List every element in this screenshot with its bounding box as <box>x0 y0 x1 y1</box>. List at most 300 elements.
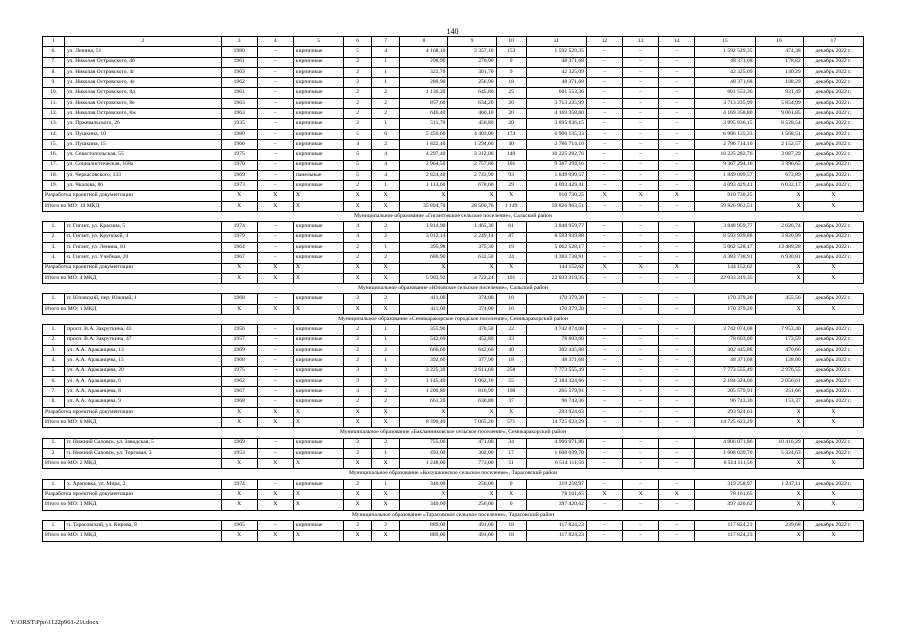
table-cell: 3 742 074,08 <box>695 325 755 335</box>
table-cell: 1 <box>372 67 400 77</box>
column-number: 15 <box>695 37 755 47</box>
table-cell: 48 371,68 <box>695 57 755 67</box>
table-cell: 78 603,60 <box>695 335 755 345</box>
table-cell: – <box>623 109 659 119</box>
table-cell: 397 420,62 <box>526 500 586 510</box>
table-cell: – <box>257 479 293 489</box>
table-cell: X <box>755 407 803 417</box>
table-cell: – <box>623 47 659 57</box>
table-cell: – <box>659 479 695 489</box>
table-cell: 2 757,80 <box>448 160 496 170</box>
table-cell: ул. А.А. Араканцева, 13 <box>65 345 222 355</box>
table-cell: – <box>659 459 695 469</box>
table-cell: 256,90 <box>448 78 496 88</box>
table-row <box>43 150 864 160</box>
table-cell: 773,00 <box>448 459 496 469</box>
table-cell: – <box>623 222 659 232</box>
table-cell: – <box>586 201 622 211</box>
table-cell: 22 033 319,35 <box>526 273 586 283</box>
table-cell: X <box>586 191 622 201</box>
table-cell: X <box>372 407 400 417</box>
column-number: 13 <box>623 37 659 47</box>
table-cell: 470,66 <box>755 345 803 355</box>
table-cell: – <box>623 294 659 304</box>
table-cell: 392,60 <box>400 356 448 366</box>
table-cell: – <box>623 139 659 149</box>
table-cell: декабрь 2022 г. <box>803 242 863 252</box>
table-cell: 5. <box>43 366 65 376</box>
table-cell: X <box>623 191 659 201</box>
table-cell: 78 161,65 <box>526 490 586 500</box>
table-cell: – <box>659 520 695 530</box>
table-cell: 1 <box>372 325 400 335</box>
table-cell: 1 592 529,35 <box>695 47 755 57</box>
table-cell: декабрь 2022 г. <box>803 181 863 191</box>
table-cell: 1967 <box>221 387 257 397</box>
table-cell: – <box>586 366 622 376</box>
table-cell: – <box>623 67 659 77</box>
table-cell: – <box>257 294 293 304</box>
table-cell: – <box>659 232 695 242</box>
table-cell: 17 <box>496 448 526 458</box>
table-cell: X <box>221 531 257 541</box>
table-cell: 601 553,36 <box>526 88 586 98</box>
table-cell: – <box>659 222 695 232</box>
table-cell: 5 903,92 <box>400 273 448 283</box>
table-cell: X <box>293 273 343 283</box>
table-cell: X <box>586 263 622 273</box>
table-cell: X <box>221 500 257 510</box>
table-cell: – <box>586 356 622 366</box>
table-cell: 470,50 <box>448 325 496 335</box>
table-cell: 96 743,36 <box>695 397 755 407</box>
table-cell: 4 <box>372 160 400 170</box>
table-cell: 1 <box>372 78 400 88</box>
table-cell: 7. <box>43 387 65 397</box>
column-number: 11 <box>526 37 586 47</box>
summary-label: Разработка проектной документации <box>43 263 222 273</box>
table-cell: – <box>586 253 622 263</box>
table-cell: п. Юловский, пер. Южный, 1 <box>65 294 222 304</box>
table-cell: 10 416,29 <box>755 438 803 448</box>
table-cell: 1957 <box>221 335 257 345</box>
table-cell: 931,49 <box>755 88 803 98</box>
table-cell: ул. Пушкина, 10 <box>65 129 222 139</box>
column-number: 14 <box>659 37 695 47</box>
table-cell: 11. <box>43 98 65 108</box>
table-cell: ул. Пушкина, 15 <box>65 139 222 149</box>
table-cell: 51 <box>496 459 526 469</box>
table-cell: 2 <box>372 253 400 263</box>
table-cell: – <box>257 109 293 119</box>
table-cell: X <box>659 263 695 273</box>
table-cell: – <box>257 222 293 232</box>
table-cell: 6 906 135,33 <box>695 129 755 139</box>
table-cell: 4 <box>344 232 372 242</box>
table-cell: 3 <box>344 366 372 376</box>
table-cell: – <box>257 448 293 458</box>
table-cell: 153,37 <box>755 397 803 407</box>
table-cell: 4 169 358,80 <box>526 109 586 119</box>
table-cell: – <box>586 294 622 304</box>
table-cell: 1 <box>372 181 400 191</box>
table-cell: – <box>586 438 622 448</box>
table-cell: 117 824,23 <box>526 531 586 541</box>
table-row <box>43 170 864 180</box>
table-cell: 395,98 <box>400 242 448 252</box>
table-cell: 140 <box>496 150 526 160</box>
table-cell: 601 553,36 <box>695 88 755 98</box>
table-cell: 542,60 <box>400 335 448 345</box>
table-cell: 101 <box>496 160 526 170</box>
table-cell: 666,60 <box>400 345 448 355</box>
table-cell: 4 383 738,91 <box>695 253 755 263</box>
table-cell: – <box>659 181 695 191</box>
table-cell: 7 773 555,49 <box>695 366 755 376</box>
table-cell: 205 579,91 <box>526 387 586 397</box>
table-cell: 2 184 324,66 <box>526 376 586 386</box>
table-row <box>43 325 864 335</box>
table-cell: X <box>293 500 343 510</box>
table-cell: 3 357,10 <box>448 47 496 57</box>
table-cell: – <box>623 459 659 469</box>
column-number: 8 <box>400 37 448 47</box>
table-cell: 29 <box>496 181 526 191</box>
table-cell: 9 <box>496 57 526 67</box>
table-cell: 1 608 039,70 <box>695 448 755 458</box>
table-cell: 889,00 <box>400 520 448 530</box>
table-row <box>43 520 864 530</box>
table-cell: 456,80 <box>448 119 496 129</box>
table-cell: кирпичные <box>293 387 343 397</box>
table-cell: 174 <box>496 129 526 139</box>
table-cell: п. Гигант, ул. Учебная, 20 <box>65 253 222 263</box>
table-row <box>43 479 864 489</box>
table-cell: 1. <box>43 325 65 335</box>
page-number: 140 <box>446 27 459 36</box>
table-cell: 1 <box>372 335 400 345</box>
table-cell: 1 608 039,70 <box>526 448 586 458</box>
table-cell: – <box>257 376 293 386</box>
table-cell: 8 390,40 <box>400 417 448 427</box>
table-cell: X <box>496 407 526 417</box>
table-cell: X <box>586 490 622 500</box>
table-cell: X <box>344 417 372 427</box>
table-cell: 239,68 <box>755 520 803 530</box>
table-cell: – <box>257 232 293 242</box>
table-cell: кирпичные <box>293 150 343 160</box>
table-cell: – <box>659 67 695 77</box>
summary-label: Итого по МО: 1 МКД <box>43 500 222 510</box>
section-title: Муниципальное образование «Семикаракорское городское поселение», Семикаракорский район <box>43 315 864 325</box>
summary-row <box>43 201 864 211</box>
table-cell: 20 <box>496 109 526 119</box>
table-cell: кирпичные <box>293 109 343 119</box>
table-cell: X <box>496 263 526 273</box>
table-cell: 1980 <box>221 47 257 57</box>
table-cell: 18 <box>496 520 526 530</box>
table-cell: X <box>372 417 400 427</box>
table-cell: – <box>586 242 622 252</box>
table-cell: 170 379,20 <box>695 294 755 304</box>
summary-row <box>43 407 864 417</box>
table-cell: X <box>293 531 343 541</box>
table-cell: декабрь 2022 г. <box>803 129 863 139</box>
table-cell: – <box>659 448 695 458</box>
column-number: 7 <box>372 37 400 47</box>
table-cell: 1935 <box>221 119 257 129</box>
table-cell: 411,00 <box>400 294 448 304</box>
table-cell: 6 <box>372 129 400 139</box>
table-cell: 188,29 <box>755 78 803 88</box>
table-cell: ул. Николая Островского, 8д <box>65 88 222 98</box>
table-cell: X <box>257 459 293 469</box>
table-cell: – <box>623 500 659 510</box>
table-cell: 16 <box>496 304 526 314</box>
table-cell: 2 <box>372 139 400 149</box>
table-cell: X <box>221 459 257 469</box>
table-cell: кирпичные <box>293 129 343 139</box>
table-cell: 1 822,40 <box>400 139 448 149</box>
table-cell: 128,00 <box>755 356 803 366</box>
table-cell: X <box>221 417 257 427</box>
table-cell: 153 <box>496 47 526 57</box>
table-cell: 298,90 <box>400 57 448 67</box>
table-cell: – <box>586 345 622 355</box>
table-cell: 634,20 <box>448 98 496 108</box>
table-cell: 20 <box>496 98 526 108</box>
table-row <box>43 119 864 129</box>
table-cell: 6. <box>43 47 65 57</box>
table-cell: декабрь 2022 г. <box>803 448 863 458</box>
table-cell: 0 <box>496 479 526 489</box>
table-cell: ул. А.А. Араканцева, 9 <box>65 397 222 407</box>
table-cell: 1963 <box>221 109 257 119</box>
table-cell: 493,00 <box>400 448 448 458</box>
table-cell: просп. В.А. Закруткина, 43 <box>65 325 222 335</box>
table-cell: – <box>257 47 293 57</box>
table-cell: 1 062,10 <box>448 376 496 386</box>
table-cell: X <box>372 304 400 314</box>
table-cell: 302 445,88 <box>526 345 586 355</box>
table-cell: 1963 <box>221 98 257 108</box>
table-cell: X <box>755 304 803 314</box>
table-cell: 1962 <box>221 78 257 88</box>
table-cell: X <box>448 490 496 500</box>
table-cell: – <box>659 150 695 160</box>
table-cell: – <box>586 479 622 489</box>
column-number: 1 <box>43 37 65 47</box>
table-cell: X <box>257 417 293 427</box>
table-cell: 1963 <box>221 67 257 77</box>
table-cell: X <box>372 273 400 283</box>
table-cell: декабрь 2022 г. <box>803 397 863 407</box>
table-cell: X <box>372 263 400 273</box>
table-cell: – <box>623 520 659 530</box>
table-cell: кирпичные <box>293 397 343 407</box>
table-cell: 471,00 <box>448 438 496 448</box>
table-cell: 1968 <box>221 356 257 366</box>
table-cell: кирпичные <box>293 232 343 242</box>
table-cell: 2 964,50 <box>400 160 448 170</box>
table-cell: – <box>659 160 695 170</box>
table-cell: 910 730,25 <box>695 191 755 201</box>
table-cell: – <box>659 500 695 510</box>
table-cell: декабрь 2022 г. <box>803 170 863 180</box>
table-cell: 673,89 <box>755 170 803 180</box>
table-cell: ул. А.А. Араканцева, 20 <box>65 366 222 376</box>
table-cell: 48 371,68 <box>526 78 586 88</box>
table-cell: 374,00 <box>448 304 496 314</box>
table-cell: – <box>659 57 695 67</box>
table-cell: кирпичные <box>293 294 343 304</box>
table-cell: X <box>755 531 803 541</box>
table-cell: 5 <box>344 160 372 170</box>
table-cell: – <box>257 129 293 139</box>
table-cell: 816,90 <box>448 387 496 397</box>
table-cell: 2 <box>372 88 400 98</box>
table-row <box>43 88 864 98</box>
table-cell: 8. <box>43 397 65 407</box>
table-cell: 22 033 319,35 <box>695 273 755 283</box>
table-row <box>43 181 864 191</box>
table-cell: – <box>623 273 659 283</box>
table-cell: X <box>803 273 863 283</box>
table-cell: ул. Черкасовского, 133 <box>65 170 222 180</box>
table-cell: X <box>372 459 400 469</box>
table-cell: 571 <box>496 417 526 427</box>
table-cell: – <box>623 304 659 314</box>
table-cell: 474,38 <box>755 47 803 57</box>
table-cell: – <box>257 387 293 397</box>
table-cell: 1 592 529,35 <box>526 47 586 57</box>
table-cell: 3 312,06 <box>448 150 496 160</box>
table-cell: X <box>221 273 257 283</box>
section-header-row <box>43 469 864 479</box>
table-cell: ул. А.А. Араканцева, 8 <box>65 387 222 397</box>
table-cell: кирпичные <box>293 160 343 170</box>
table-cell: 8 593 939,88 <box>526 232 586 242</box>
table-cell: – <box>586 150 622 160</box>
table-cell: 170 379,20 <box>526 294 586 304</box>
table-cell: – <box>623 366 659 376</box>
table-cell: ул. Социалистическая, 168а <box>65 160 222 170</box>
table-cell: декабрь 2022 г. <box>803 67 863 77</box>
table-cell: декабрь 2022 г. <box>803 335 863 345</box>
table-row <box>43 47 864 57</box>
table-cell: – <box>659 294 695 304</box>
table-cell: – <box>659 88 695 98</box>
table-cell: – <box>623 88 659 98</box>
table-cell: 2 <box>344 335 372 345</box>
table-cell: – <box>659 417 695 427</box>
table-cell: 4 <box>344 222 372 232</box>
table-cell: – <box>586 520 622 530</box>
table-cell: кирпичные <box>293 376 343 386</box>
table-cell: 1967 <box>221 253 257 263</box>
table-cell: – <box>257 253 293 263</box>
table-row <box>43 139 864 149</box>
table-cell: – <box>659 407 695 417</box>
table-cell: – <box>257 139 293 149</box>
table-cell: X <box>257 201 293 211</box>
table-cell: X <box>257 500 293 510</box>
table-cell: 2 <box>344 325 372 335</box>
table-cell: п. Гигант, ул. Крупской, 4 <box>65 232 222 242</box>
table-cell: X <box>755 417 803 427</box>
table-cell: 16. <box>43 150 65 160</box>
table-cell: X <box>372 191 400 201</box>
table-cell: 1973 <box>221 181 257 191</box>
table-cell: 4. <box>43 356 65 366</box>
table-cell: 4 <box>344 139 372 149</box>
table-cell: 19 <box>496 242 526 252</box>
table-cell: – <box>257 356 293 366</box>
table-cell: 25 <box>496 88 526 98</box>
table-cell: 1966 <box>221 139 257 149</box>
table-cell: 340,00 <box>400 479 448 489</box>
table-cell: кирпичные <box>293 98 343 108</box>
table-cell: 2. <box>43 232 65 242</box>
table-cell: 3 012,14 <box>400 232 448 242</box>
table-cell: – <box>623 335 659 345</box>
table-cell: 2 <box>372 345 400 355</box>
table-cell: – <box>257 119 293 129</box>
table-cell: 28 560,76 <box>448 201 496 211</box>
table-cell: 375,30 <box>448 242 496 252</box>
table-cell: 9. <box>43 78 65 88</box>
section-header-row <box>43 428 864 438</box>
table-cell: п. Тарасовский, ул. Кирова, 8 <box>65 520 222 530</box>
table-cell: – <box>586 500 622 510</box>
table-cell: 319 258,97 <box>526 479 586 489</box>
table-cell: кирпичные <box>293 335 343 345</box>
table-cell: 661,20 <box>400 397 448 407</box>
table-cell: X <box>372 490 400 500</box>
table-cell: – <box>586 407 622 417</box>
table-cell: 1979 <box>221 232 257 242</box>
table-cell: кирпичные <box>293 479 343 489</box>
table-cell: – <box>659 47 695 57</box>
table-cell: кирпичные <box>293 325 343 335</box>
table-cell: 2 <box>372 387 400 397</box>
table-cell: 10. <box>43 88 65 98</box>
table-cell: – <box>623 150 659 160</box>
table-cell: кирпичные <box>293 448 343 458</box>
table-cell: 1 <box>372 242 400 252</box>
table-cell: декабрь 2022 г. <box>803 88 863 98</box>
table-cell: – <box>257 335 293 345</box>
table-cell: 2 <box>372 109 400 119</box>
table-cell: ул. А.А. Араканцева, 6 <box>65 376 222 386</box>
table-row <box>43 345 864 355</box>
table-cell: X <box>372 500 400 510</box>
table-cell: 8 528,54 <box>755 119 803 129</box>
table-cell: 48 371,68 <box>695 356 755 366</box>
table-cell: – <box>623 253 659 263</box>
section-header-row <box>43 284 864 294</box>
table-cell: 270,90 <box>448 57 496 67</box>
table-cell: кирпичные <box>293 253 343 263</box>
table-cell: 1. <box>43 438 65 448</box>
table-cell: 256,00 <box>448 500 496 510</box>
table-cell: 144 152,62 <box>695 263 755 273</box>
table-cell: 4 093 429,41 <box>695 181 755 191</box>
table-cell: X <box>659 191 695 201</box>
table-cell: ул. Николая Островского, 4е <box>65 78 222 88</box>
table-cell: 302 445,88 <box>695 345 755 355</box>
table-cell: X <box>221 304 257 314</box>
